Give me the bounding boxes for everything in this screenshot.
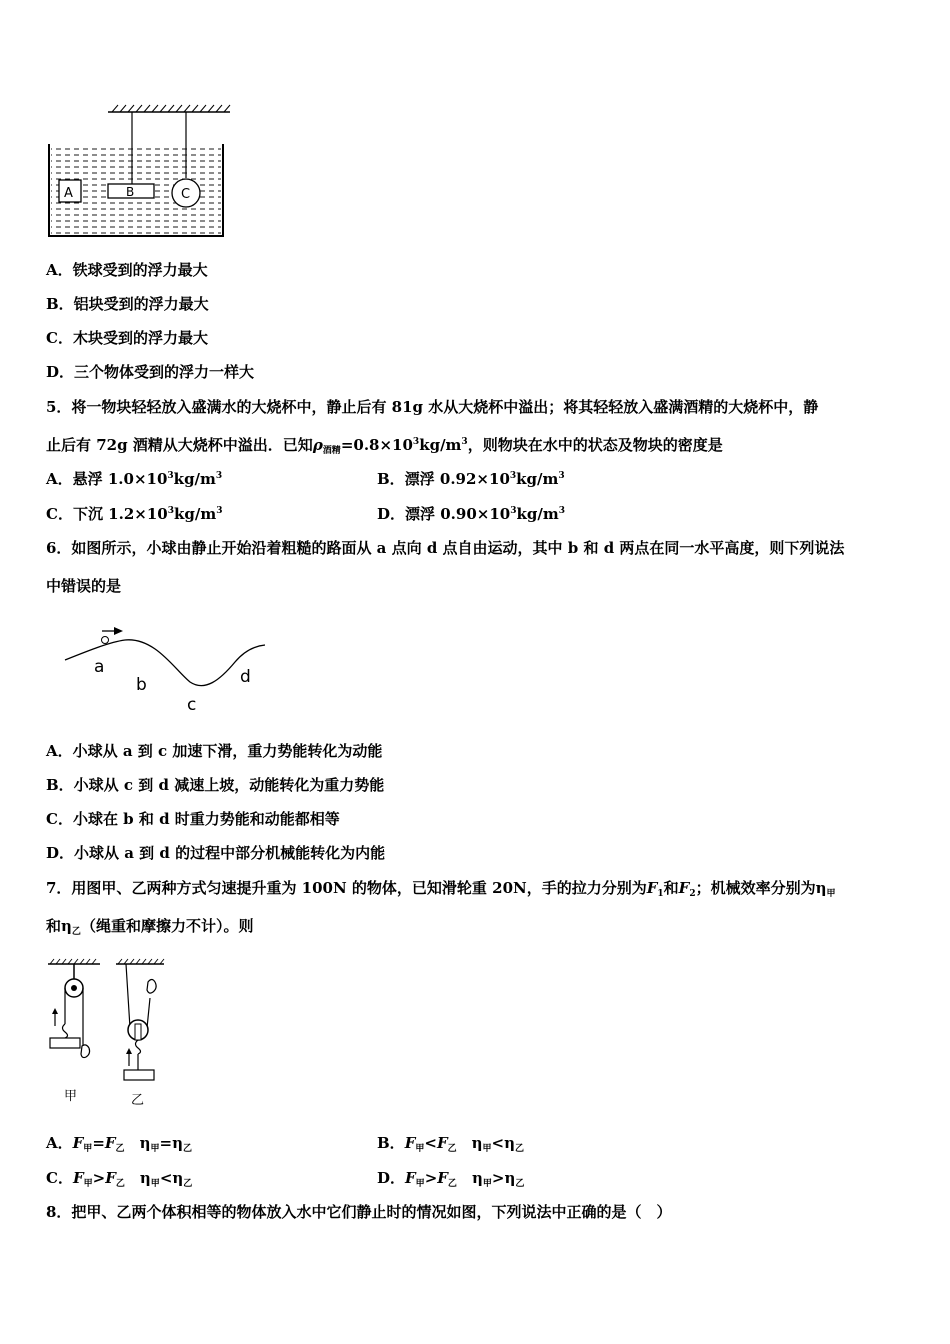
q6-option-a: A．小球从 a 到 c 加速下滑，重力势能转化为动能 — [46, 742, 383, 760]
q5-option-d: D．漂浮 $0.90\times 10^3kg/m^3$ — [377, 505, 565, 523]
figure-pulleys — [44, 958, 174, 1108]
q6-option-d: D．小球从 a 到 d 的过程中部分机械能转化为内能 — [46, 844, 386, 862]
q4-option-a: A．铁球受到的浮力最大 — [46, 261, 208, 279]
track-label-a: a — [94, 657, 105, 677]
track-label-b: b — [136, 675, 147, 695]
pulley-label-yi: 乙 — [131, 1093, 145, 1108]
q7-option-b: B．$F_甲<F_乙$ $\eta_甲<\eta_乙$ — [377, 1134, 525, 1154]
q5-option-b: B．漂浮 $0.92\times 10^3kg/m^3$ — [377, 470, 565, 488]
track-label-d: d — [240, 667, 251, 687]
fig1-label-c: C — [181, 187, 191, 202]
q5-stem-line1: 5．将一物块轻轻放入盛满水的大烧杯中，静止后有 81g 水从大烧杯中溢出；将其轻轻放入盛满酒精的大烧杯中，静 — [46, 398, 819, 416]
q7-option-c: C．$F_甲>F_乙$ $\eta_甲<\eta_乙$ — [46, 1169, 193, 1189]
q7-option-a: A．$F_甲=F_乙$ $\eta_甲=\eta_乙$ — [46, 1134, 192, 1154]
q7-stem-line2: 和$\eta_乙$（绳重和摩擦力不计）。则 — [46, 917, 254, 937]
q8-stem: 8．把甲、乙两个体积相等的物体放入水中它们静止时的情况如图，下列说法中正确的是（ ） — [46, 1203, 672, 1221]
figure-rough-track — [60, 620, 270, 716]
pulley-label-jia: 甲 — [64, 1089, 78, 1104]
q5-option-a: A．悬浮 $1.0\times 10^3kg/m^3$ — [46, 470, 223, 488]
q6-stem-line2: 中错误的是 — [46, 577, 122, 595]
fig1-label-b: B — [126, 185, 135, 199]
q4-option-d: D．三个物体受到的浮力一样大 — [46, 363, 255, 381]
q7-stem-line1: 7．用图甲、乙两种方式匀速提升重为 100N 的物体，已知滑轮重 20N，手的拉力分别为$F_1$和$F_2$；机械效率分别为$\eta_甲$ — [46, 879, 836, 899]
q5-option-c: C．下沉 $1.2\times 10^3kg/m^3$ — [46, 505, 223, 523]
q7-option-d: D．$F_甲>F_乙$ $\eta_甲>\eta_乙$ — [377, 1169, 525, 1189]
q6-option-c: C．小球在 b 和 d 时重力势能和动能都相等 — [46, 810, 340, 828]
q6-stem-line1: 6．如图所示，小球由静止开始沿着粗糙的路面从 a 点向 d 点自由运动，其中 b 和 d 两点在同一水平高度，则下列说法 — [46, 539, 845, 557]
q4-option-c: C．木块受到的浮力最大 — [46, 329, 208, 347]
figure-water-container — [46, 104, 232, 244]
q6-option-b: B．小球从 c 到 d 减速上坡，动能转化为重力势能 — [46, 776, 385, 794]
q5-stem-line2: 止后有 72g 酒精从大烧杯中溢出．已知$\rho_{酒精}=0.8\times 10^3kg/m^3$，则物块在水中的状态及物块的密度是 — [46, 436, 723, 456]
q4-option-b: B．铝块受到的浮力最大 — [46, 295, 209, 313]
fig1-label-a: A — [64, 186, 73, 201]
track-label-c: c — [187, 695, 197, 715]
